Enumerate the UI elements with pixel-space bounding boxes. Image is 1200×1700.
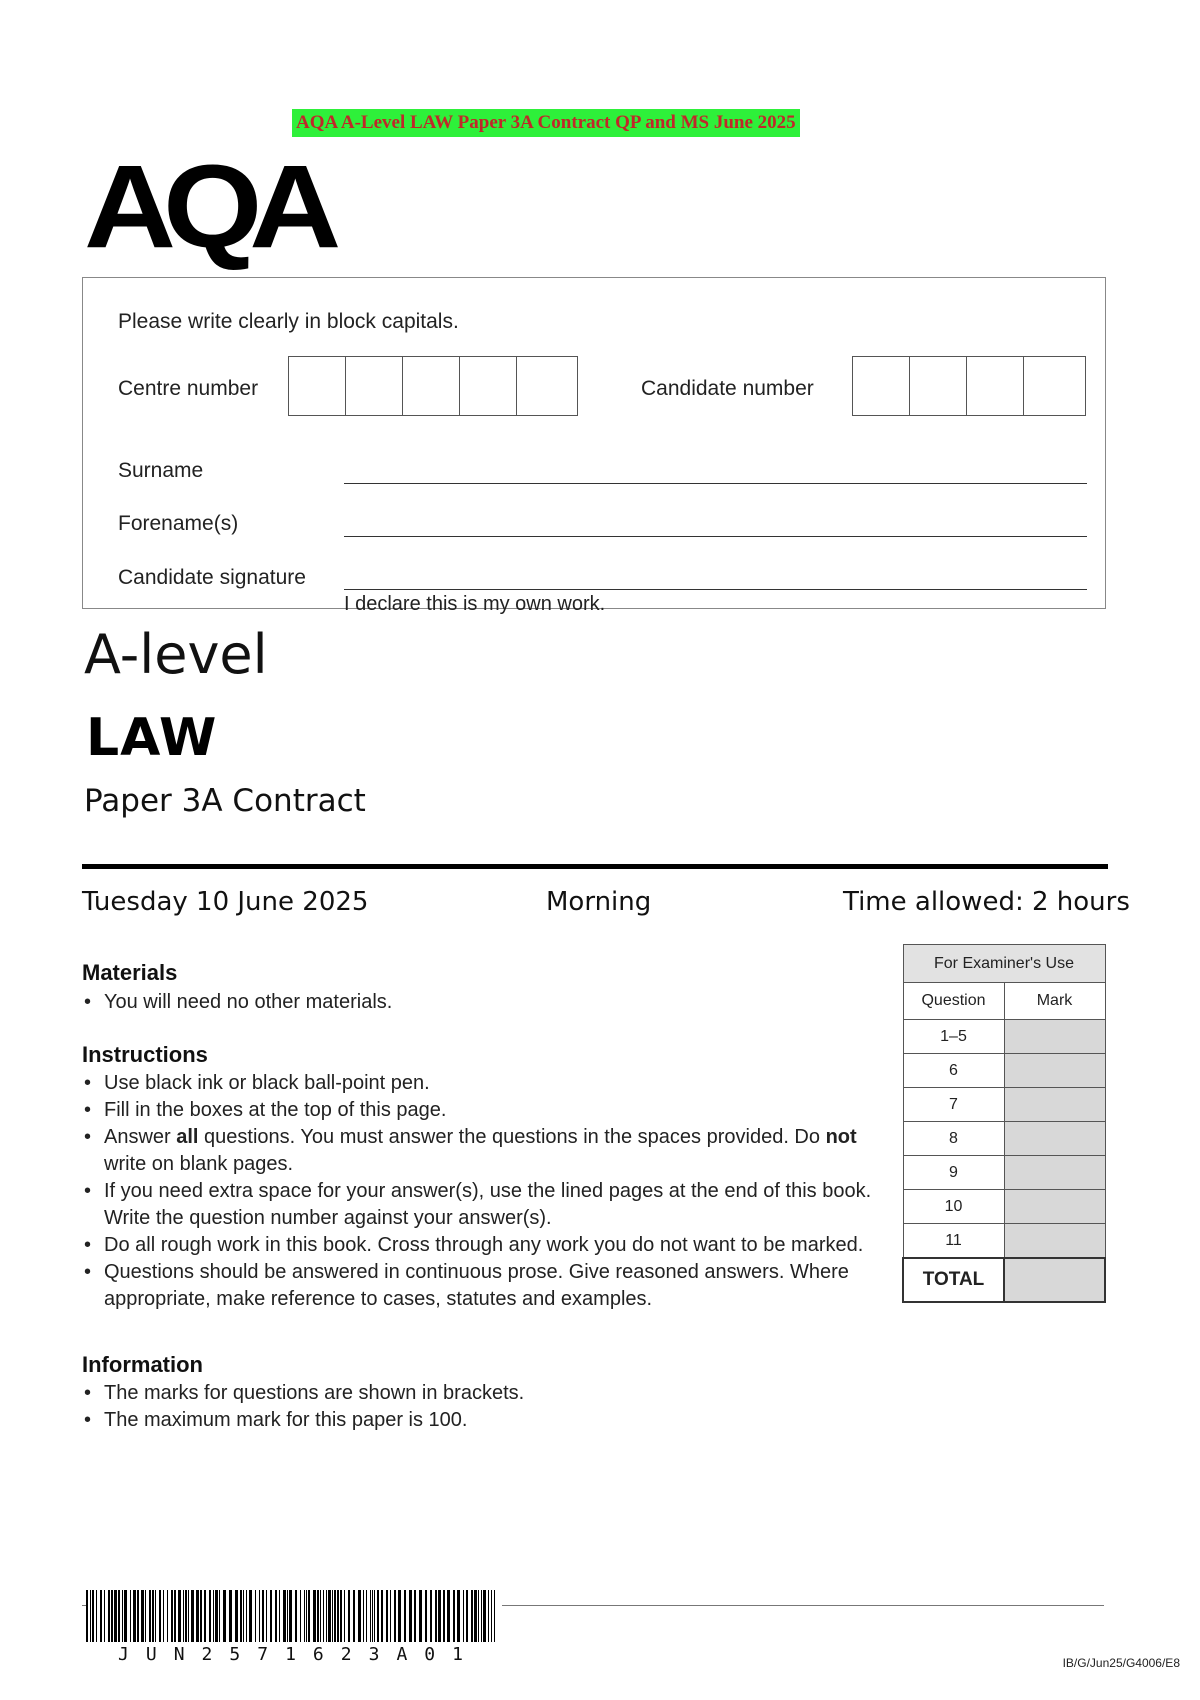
barcode-bar (453, 1590, 455, 1642)
barcode-bar (326, 1590, 327, 1642)
question-number: 7 (903, 1088, 1004, 1122)
digit-box[interactable] (853, 357, 910, 415)
barcode-bar (243, 1590, 244, 1642)
instructions-heading: Instructions (82, 1042, 208, 1067)
barcode-digit: 0 (424, 1644, 436, 1665)
digit-box[interactable] (346, 357, 403, 415)
mark-cell (1004, 1122, 1105, 1156)
barcode-digit: A (396, 1644, 408, 1665)
barcode-bar (215, 1590, 218, 1642)
barcode-digit: 5 (229, 1644, 241, 1665)
emphasis: all (176, 1126, 199, 1148)
barcode-bar (137, 1590, 139, 1642)
barcode-bar (114, 1590, 117, 1642)
digit-box[interactable] (910, 357, 967, 415)
barcode-bar (430, 1590, 432, 1642)
barcode-bar (118, 1590, 120, 1642)
mark-cell (1004, 1156, 1105, 1190)
list-item: • Do all rough work in this book. Cross through any work you do not want to be marked. (82, 1232, 882, 1259)
barcode-bar (358, 1590, 361, 1642)
centre-number-input[interactable] (288, 356, 578, 416)
mark-column-header: Mark (1004, 983, 1105, 1020)
barcode-bar (370, 1590, 371, 1642)
barcode-bar (111, 1590, 113, 1642)
barcode-bar (287, 1590, 288, 1642)
barcode-bar (163, 1590, 164, 1642)
barcode-bar (152, 1590, 154, 1642)
barcode-bar (200, 1590, 202, 1642)
barcode-digit: N (173, 1644, 185, 1665)
emphasis: not (825, 1126, 857, 1148)
barcode-bar (96, 1590, 97, 1642)
barcode-bar (483, 1590, 486, 1642)
barcode-bar (270, 1590, 272, 1642)
digit-box[interactable] (1024, 357, 1081, 415)
barcode-bar (255, 1590, 256, 1642)
barcode-bar (240, 1590, 242, 1642)
forenames-field[interactable] (344, 536, 1087, 537)
barcode-bar (419, 1590, 422, 1642)
barcode-bar (92, 1590, 94, 1642)
barcode-digit: U (145, 1644, 157, 1665)
barcode-bar (149, 1590, 151, 1642)
digit-box[interactable] (460, 357, 517, 415)
barcode-bar (304, 1590, 305, 1642)
barcode-bar (289, 1590, 292, 1642)
barcode-bar (414, 1590, 416, 1642)
barcode-bar (372, 1590, 373, 1642)
list-item: • The marks for questions are shown in brackets. (82, 1380, 882, 1407)
total-label: TOTAL (903, 1258, 1004, 1302)
barcode-bar (183, 1590, 184, 1642)
barcode-bar (246, 1590, 247, 1642)
instructions-section (82, 1042, 882, 1313)
barcode-bar (457, 1590, 460, 1642)
barcode-bar (478, 1590, 479, 1642)
materials-heading: Materials (82, 960, 178, 985)
barcode-bar (209, 1590, 211, 1642)
barcode-bar (466, 1590, 468, 1642)
mark-cell (1004, 1190, 1105, 1224)
barcode-digit: 2 (340, 1644, 352, 1665)
barcode-bar (104, 1590, 105, 1642)
question-number: 11 (903, 1224, 1004, 1259)
barcode-bar (438, 1590, 441, 1642)
barcode-bar (363, 1590, 364, 1642)
barcode-bar (124, 1590, 127, 1642)
qualification-level: A-level (84, 623, 268, 686)
barcode-bar (353, 1590, 355, 1642)
header-banner: AQA A-Level LAW Paper 3A Contract QP and MS June 2025 (292, 109, 800, 137)
examiner-use-table (902, 944, 1106, 1303)
candidate-number-label: Candidate number (641, 377, 814, 400)
barcode-bar (463, 1590, 464, 1642)
barcode-bar (409, 1590, 412, 1642)
time-allowed: Time allowed: 2 hours (843, 887, 1130, 917)
exam-date: Tuesday 10 June 2025 (82, 887, 369, 917)
question-number: 10 (903, 1190, 1004, 1224)
barcode-bar (283, 1590, 286, 1642)
barcode-bar (377, 1590, 379, 1642)
barcode-bar (159, 1590, 161, 1642)
total-mark-cell (1004, 1258, 1105, 1302)
barcode-bar (259, 1590, 260, 1642)
barcode-bar (235, 1590, 238, 1642)
barcode-bar (398, 1590, 401, 1642)
list-item: • Fill in the boxes at the top of this page. (82, 1097, 882, 1124)
barcode-bar (381, 1590, 383, 1642)
barcode-bar (188, 1590, 189, 1642)
question-number: 9 (903, 1156, 1004, 1190)
barcode-bar (266, 1590, 267, 1642)
subject-title: LAW (86, 708, 218, 768)
barcode-digit: 1 (285, 1644, 296, 1665)
digit-box[interactable] (289, 357, 346, 415)
signature-label: Candidate signature (118, 566, 306, 589)
digit-box[interactable] (517, 357, 574, 415)
barcode-bar (348, 1590, 350, 1642)
barcode-bar (86, 1590, 88, 1642)
barcode-digit: 3 (368, 1644, 380, 1665)
block-capitals-instruction: Please write clearly in block capitals. (118, 310, 459, 333)
barcode-bar (306, 1590, 307, 1642)
barcode-bar (394, 1590, 396, 1642)
barcode-bar (141, 1590, 144, 1642)
barcode-digit: 6 (312, 1644, 324, 1665)
barcode-bar (494, 1590, 495, 1642)
barcode-bar (390, 1590, 391, 1642)
barcode-bar (174, 1590, 176, 1642)
question-column-header: Question (903, 983, 1004, 1020)
list-item: • If you need extra space for your answer(s), use the lined pages at the end of this book. Write the question number against your answer(s). (82, 1178, 882, 1232)
barcode-bar (332, 1590, 333, 1642)
digit-box[interactable] (967, 357, 1024, 415)
barcode-bar (122, 1590, 123, 1642)
information-heading: Information (82, 1352, 203, 1377)
barcode-bar (90, 1590, 91, 1642)
barcode-bar (344, 1590, 345, 1642)
barcode-bar (317, 1590, 319, 1642)
list-item: • You will need no other materials. (82, 989, 882, 1016)
barcode-bar (447, 1590, 450, 1642)
barcode-bar (488, 1590, 489, 1642)
barcode-bar (481, 1590, 482, 1642)
barcode-bar (386, 1590, 388, 1642)
barcode-bar (213, 1590, 214, 1642)
centre-number-label: Centre number (118, 377, 259, 400)
list-item: • The maximum mark for this paper is 100. (82, 1407, 882, 1434)
aqa-logo: AQA (84, 141, 329, 273)
barcode-bar (249, 1590, 252, 1642)
barcode-bar (223, 1590, 226, 1642)
barcode-bar (145, 1590, 146, 1642)
barcode-bar (178, 1590, 181, 1642)
mark-cell (1004, 1020, 1105, 1054)
barcode-bar (279, 1590, 280, 1642)
list-item: • Questions should be answered in continuous prose. Give reasoned answers. Where appropriate, make reference to cases, statutes and examples. (82, 1259, 882, 1313)
materials-section (82, 960, 882, 1016)
information-section (82, 1352, 882, 1434)
declaration-text: I declare this is my own work. (344, 593, 606, 615)
barcode-digit: J (118, 1644, 129, 1665)
paper-reference: IB/G/Jun25/G4006/E8 (1062, 1656, 1180, 1670)
signature-field[interactable] (344, 589, 1087, 590)
text-run: Answer (104, 1126, 177, 1148)
barcode-bar (328, 1590, 331, 1642)
barcode-bar (171, 1590, 173, 1642)
barcode-bar (474, 1590, 477, 1642)
question-number: 8 (903, 1122, 1004, 1156)
mark-cell (1004, 1224, 1105, 1259)
question-number: 6 (903, 1054, 1004, 1088)
list-item: • Use black ink or black ball-point pen. (82, 1070, 882, 1097)
question-number: 1–5 (903, 1020, 1004, 1054)
barcode-bar (334, 1590, 336, 1642)
barcode-bar (404, 1590, 406, 1642)
barcode-digit: 1 (452, 1644, 463, 1665)
barcode-bar (308, 1590, 310, 1642)
barcode-bar (100, 1590, 102, 1642)
text-run: write on blank pages. (104, 1153, 294, 1175)
title-divider (82, 864, 1108, 869)
barcode-bar (443, 1590, 445, 1642)
barcode-bar (191, 1590, 194, 1642)
surname-label: Surname (118, 459, 204, 482)
barcode-bar (133, 1590, 136, 1642)
barcode-bar (167, 1590, 168, 1642)
barcode-bar (313, 1590, 316, 1642)
candidate-number-input[interactable] (852, 356, 1086, 416)
examiner-table-title: For Examiner's Use (903, 945, 1105, 983)
list-item (82, 1124, 882, 1178)
mark-cell (1004, 1054, 1105, 1088)
surname-field[interactable] (344, 483, 1087, 484)
barcode-bar (435, 1590, 437, 1642)
barcode-bar (320, 1590, 321, 1642)
barcode-bar (108, 1590, 110, 1642)
exam-session: Morning (546, 887, 652, 917)
barcode-bar (491, 1590, 492, 1642)
barcode-bar (262, 1590, 264, 1642)
barcode-digit: 2 (201, 1644, 213, 1665)
barcode-bar (340, 1590, 342, 1642)
barcode-bar (196, 1590, 199, 1642)
barcode-bar (366, 1590, 367, 1642)
barcode-bar (185, 1590, 187, 1642)
barcode-bar (337, 1590, 339, 1642)
barcode-bar (471, 1590, 473, 1642)
paper-title: Paper 3A Contract (84, 783, 366, 819)
barcode-bar (229, 1590, 232, 1642)
barcode-digits (118, 1644, 463, 1665)
mark-cell (1004, 1088, 1105, 1122)
barcode-bar (219, 1590, 220, 1642)
forenames-label: Forename(s) (118, 512, 239, 535)
barcode-digit: 7 (257, 1644, 269, 1665)
barcode-bar (204, 1590, 206, 1642)
barcode-bar (130, 1590, 131, 1642)
barcode-bar (295, 1590, 297, 1642)
barcode-bar (425, 1590, 427, 1642)
barcode-bar (374, 1590, 375, 1642)
barcode-bar (300, 1590, 301, 1642)
text-run: questions. You must answer the questions in the spaces provided. Do (198, 1126, 826, 1148)
barcode-bar (275, 1590, 277, 1642)
barcode-bar (155, 1590, 156, 1642)
barcode-icon (86, 1590, 502, 1642)
barcode-bar (323, 1590, 324, 1642)
digit-box[interactable] (403, 357, 460, 415)
